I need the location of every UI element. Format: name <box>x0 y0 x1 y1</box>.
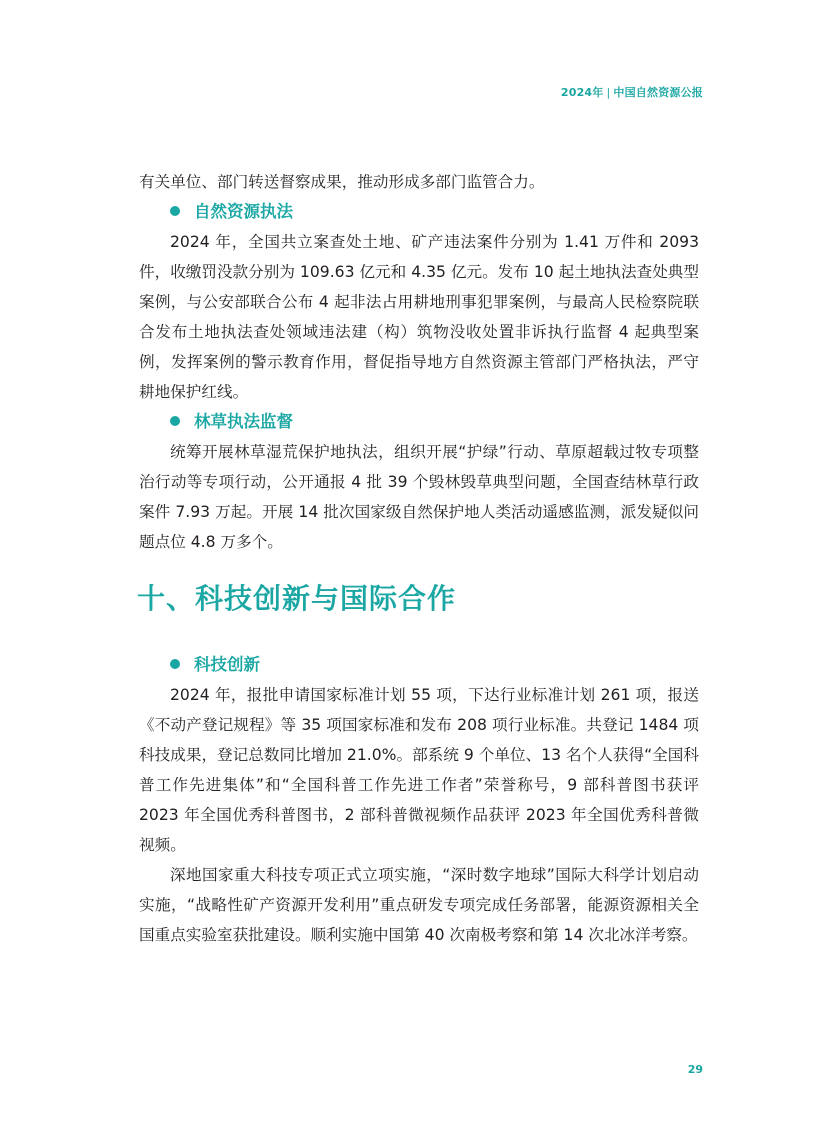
top-text-block <box>139 167 699 557</box>
standards-paragraph: 2024 年，报批申请国家标准计划 55 项，下达行业标准计划 261 项，报送《不动产登记规程》等 35 项国家标准和发布 208 项行业标准。共登记 1484 项科技成果，登记总数同比增加 21.0%。部系统 9 个单位、13 名个人获得“全国科普工作先进集体”和“全国科普工作先进工作者”荣誉称号，9 部科普图书获评 2023 年全国优秀科普图书，2 部科普微视频作品获评 2023 年全国优秀科普微视频。 <box>139 686 699 854</box>
subhead-natural-resources-enforcement <box>139 197 699 227</box>
bottom-text-block <box>139 650 699 950</box>
page-number: 29 <box>687 1063 703 1076</box>
header-title: 中国自然资源公报 <box>613 86 703 99</box>
subhead-label: 林草执法监督 <box>194 412 293 431</box>
header-separator: | <box>606 86 611 99</box>
running-header <box>561 84 703 100</box>
subhead-forest-grass-supervision <box>139 407 699 437</box>
subhead-label: 自然资源执法 <box>194 202 293 221</box>
header-year: 2024年 <box>560 86 604 99</box>
subhead-label: 科技创新 <box>194 655 260 674</box>
section-title: 十、科技创新与国际合作 <box>137 582 457 615</box>
continuation-paragraph: 有关单位、部门转送督察成果，推动形成多部门监管合力。 <box>139 173 545 191</box>
forest-grass-paragraph: 统筹开展林草湿荒保护地执法，组织开展“护绿”行动、草原超载过牧专项整治行动等专项行动，公开通报 4 批 39 个毁林毁草典型问题，全国查结林草行政案件 7.93 万起。开展 14 批次国家级自然保护地人类活动遥感监测，派发疑似问题点位 4.8 万多个。 <box>139 443 699 551</box>
enforcement-paragraph: 2024 年，全国共立案查处土地、矿产违法案件分别为 1.41 万件和 2093 件，收缴罚没款分别为 109.63 亿元和 4.35 亿元。发布 10 起土地执法查处典型案例，与公安部联合公布 4 起非法占用耕地刑事犯罪案例，与最高人民检察院联合发布土地执法查处领域违法建（构）筑物没收处置非诉执行监督 4 起典型案例，发挥案例的警示教育作用，督促指导地方自然资源主管部门严格执法，严守耕地保护红线。 <box>139 233 699 401</box>
bullet-dot-icon <box>170 416 180 426</box>
subhead-tech-innovation <box>139 650 699 680</box>
bullet-dot-icon <box>170 659 180 669</box>
bullet-dot-icon <box>170 206 180 216</box>
research-projects-paragraph: 深地国家重大科技专项正式立项实施，“深时数字地球”国际大科学计划启动实施，“战略性矿产资源开发利用”重点研发专项完成任务部署，能源资源相关全国重点实验室获批建设。顺利实施中国第 40 次南极考察和第 14 次北冰洋考察。 <box>139 866 699 944</box>
